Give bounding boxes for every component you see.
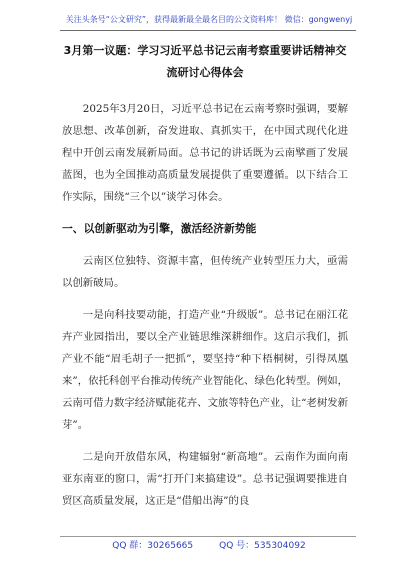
footer-contact bbox=[60, 540, 358, 552]
spacer bbox=[62, 240, 348, 250]
spacer bbox=[62, 436, 348, 446]
header-divider bbox=[60, 30, 356, 31]
section1-paragraph-1: 云南区位独特、资源丰富，但传统产业转型压力大，亟需以创新破局。 bbox=[62, 255, 348, 289]
spacer bbox=[62, 208, 348, 218]
document-title-line1: 3月第一议题：学习习近平总书记云南考察重要讲话精神交 bbox=[63, 44, 347, 57]
intro-paragraph: 2025年3月20日，习近平总书记在云南考察时强调，要解放思想、改革创新，奋发进取、真抓实干，在中国式现代化进程中开创云南发展新局面。总书记的讲话既为云南擘画了发展蓝图，也为全国推动高质量发展提供了重要遵循。以下结合工作实际，围绕“三个以”谈学习体会。 bbox=[62, 103, 348, 203]
header-banner: 关注头条号“公文研究”，获得最新最全最名目的公文资料库！ 微信：gongwenyj bbox=[65, 15, 353, 24]
spacer bbox=[62, 294, 348, 304]
footer-qq-group: QQ 群：30265665 bbox=[112, 541, 194, 551]
spacer bbox=[62, 84, 348, 98]
footer-divider bbox=[60, 536, 356, 537]
document-body bbox=[62, 40, 348, 512]
section-heading-1: 一、以创新驱动为引擎，激活经济新势能 bbox=[62, 222, 257, 235]
document-title-line2: 流研讨心得体会 bbox=[166, 66, 244, 79]
footer-qq-number: QQ 号：535304092 bbox=[219, 541, 306, 551]
section1-paragraph-3: 二是向开放借东风，构建辐射“新高地”。云南作为面向南亚东南亚的窗口，需“打开门来搞建设”。总书记强调要推进自贸区高质量发展，这正是“借船出海”的良 bbox=[62, 451, 348, 507]
section1-paragraph-2: 一是向科技要动能，打造产业“升级版”。总书记在丽江花卉产业园指出，要以全产业链思维深耕细作。这启示我们，抓产业不能“眉毛胡子一把抓”，要坚持“种下梧桐树，引得凤凰来”，依托科创平台推动传统产业智能化、绿色化转型。例如，云南可借力数字经济赋能花卉、文旅等特色产业，让“老树发新芽”。 bbox=[62, 309, 348, 431]
